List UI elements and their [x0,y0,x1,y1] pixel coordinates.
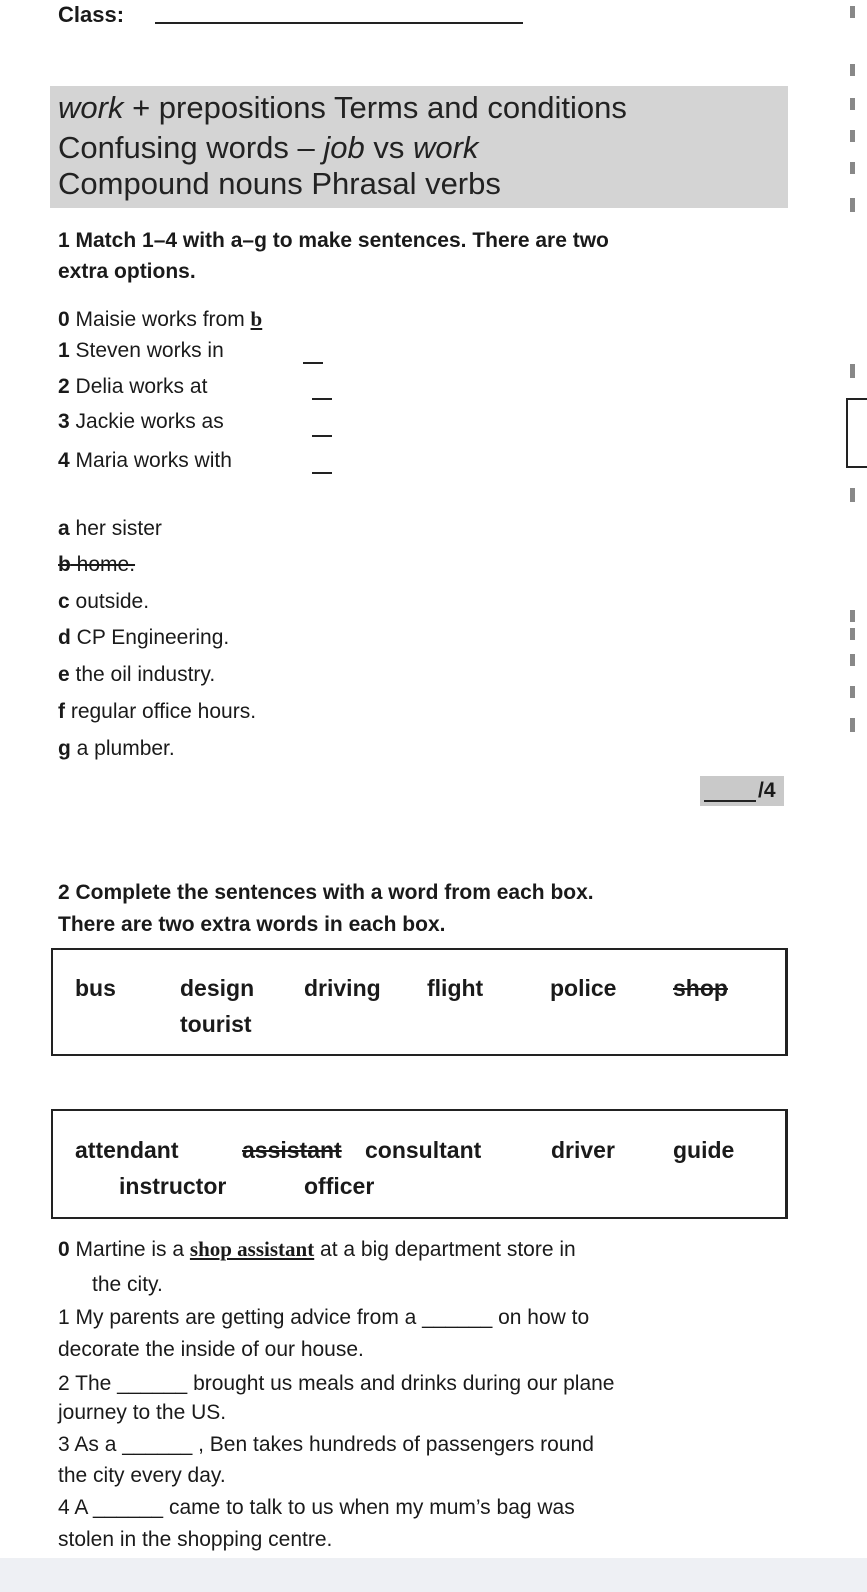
adjacent-page-fragment [850,198,855,212]
viewer-bottom-bar [0,1558,867,1592]
box2-word-instructor: instructor [119,1173,227,1199]
adjacent-page-fragment [850,364,855,378]
ex2-example: 0 Martine is a shop assistant at a big department store in [58,1237,576,1261]
ex2-example-answer: shop assistant [189,1237,315,1261]
ex1-item-3: 3 Jackie works as [58,410,224,433]
ex1-option-e: e the oil industry. [58,663,216,686]
adjacent-page-fragment [850,488,855,502]
word-box-2 [51,1109,788,1219]
ex2-sentence-1-cont: decorate the inside of our house. [58,1338,364,1361]
header-line-1: work + prepositions Terms and conditions [58,90,627,125]
exercise2-title: 2 Complete the sentences with a word from each box. [58,881,594,904]
class-answer-line [155,22,523,24]
header-line-3: Compound nouns Phrasal verbs [58,166,501,201]
box2-word-guide: guide [673,1137,735,1163]
exercise1-title-cont: extra options. [58,260,196,283]
adjacent-page-fragment [850,718,855,732]
ex1-option-c: c outside. [58,590,150,613]
ex1-item-1: 1 Steven works in [58,339,224,362]
ex1-answer-blank-2[interactable] [312,398,332,400]
ex1-option-g: g a plumber. [58,737,175,760]
ex1-score-box [700,776,784,806]
class-label: Class: [58,2,125,27]
ex1-item-0-answer: b [250,307,263,331]
box1-word-design: design [180,975,255,1001]
ex2-sentence-4-cont: stolen in the shopping centre. [58,1528,333,1551]
ex2-example-cont: the city. [92,1273,163,1296]
section-header [50,86,788,208]
box2-word-officer: officer [304,1173,375,1199]
box2-word-driver: driver [551,1137,615,1163]
box1-word-flight: flight [427,975,484,1001]
box1-word-bus: bus [75,975,116,1001]
adjacent-page-fragment [850,628,855,640]
adjacent-box-fragment [846,398,867,468]
adjacent-page-fragment [850,654,855,666]
word-box-1 [51,948,788,1056]
ex1-option-a: a her sister [58,517,162,540]
ex1-option-b: b home. [58,553,136,576]
box1-word-tourist: tourist [180,1011,252,1037]
box1-word-police: police [550,975,617,1001]
adjacent-page-fragment [850,64,855,76]
exercise2-title-cont: There are two extra words in each box. [58,913,446,936]
ex1-option-d: d CP Engineering. [58,626,230,649]
adjacent-page-fragment [850,686,855,698]
box2-word-consultant: consultant [365,1137,482,1163]
ex2-sentence-1: 1 My parents are getting advice from a ______ on how to [58,1306,590,1329]
ex2-sentence-3: 3 As a ______ , Ben takes hundreds of passengers round [58,1433,594,1456]
box1-word-driving: driving [304,975,381,1001]
ex1-answer-blank-4[interactable] [312,472,332,474]
ex1-option-f: f regular office hours. [58,700,257,723]
score-blank[interactable] [704,800,756,802]
adjacent-page-fragment [850,162,855,174]
ex2-sentence-4: 4 A ______ came to talk to us when my mum’s bag was [58,1496,575,1519]
adjacent-page-fragment [850,130,855,142]
ex1-answer-blank-3[interactable] [312,435,332,437]
ex2-sentence-3-cont: the city every day. [58,1464,226,1487]
score-total: /4 [758,779,776,802]
ex1-item-0: 0 Maisie works from b [58,307,263,331]
header-line-2: Confusing words – job vs work [58,130,479,165]
box2-word-attendant: attendant [75,1137,179,1163]
ex1-item-2: 2 Delia works at [58,375,208,398]
adjacent-page-fragment [850,6,855,18]
box1-word-shop: shop [673,975,728,1001]
adjacent-page-fragment [850,610,855,622]
ex1-answer-blank-1[interactable] [303,362,323,364]
ex2-sentence-2: 2 The ______ brought us meals and drinks during our plane [58,1372,615,1395]
ex1-item-4: 4 Maria works with [58,449,232,472]
box2-word-assistant: assistant [242,1137,342,1163]
exercise1-title: 1 Match 1–4 with a–g to make sentences. There are two [58,229,609,252]
ex2-sentence-2-cont: journey to the US. [58,1401,227,1424]
adjacent-page-fragment [850,98,855,110]
